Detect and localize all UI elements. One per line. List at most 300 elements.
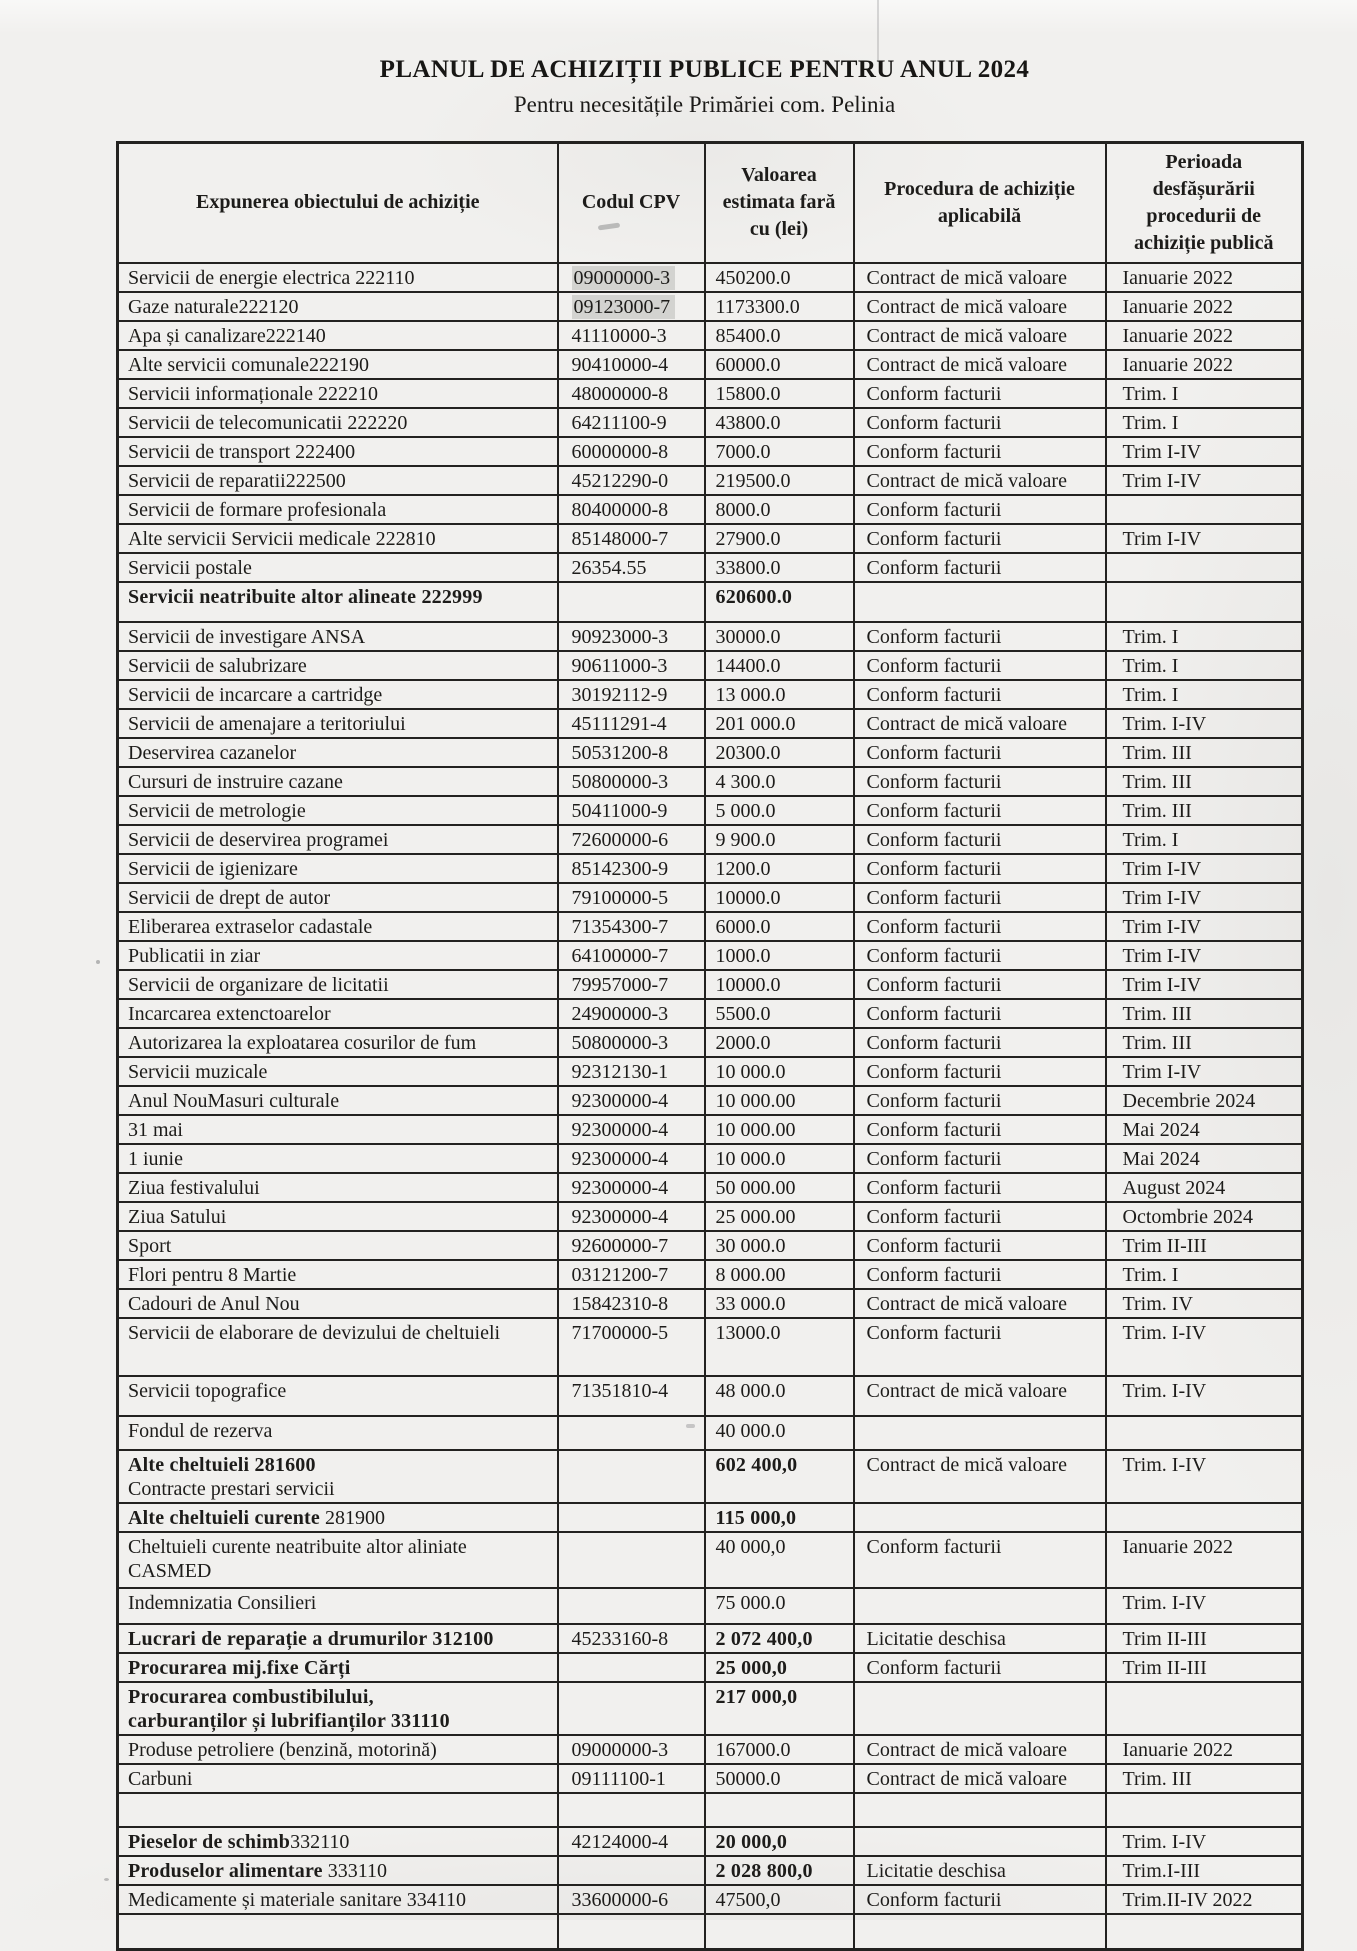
- object-cell: Alte servicii comunale222190: [118, 350, 558, 379]
- cpv-cell: 64100000-7: [558, 941, 705, 970]
- value-cell: 43800.0: [705, 408, 854, 437]
- cpv-cell: 92300000-4: [558, 1115, 705, 1144]
- table-row: [118, 1914, 1303, 1950]
- value-cell: 5500.0: [705, 999, 854, 1028]
- procedure-cell: Conform facturii: [854, 1173, 1106, 1202]
- cpv-cell: 79100000-5: [558, 883, 705, 912]
- value-cell: 14400.0: [705, 651, 854, 680]
- value-cell: 15800.0: [705, 379, 854, 408]
- table-row: [118, 854, 1303, 883]
- value-cell: 40 000.0: [705, 1416, 854, 1450]
- procedure-cell: Licitatie deschisa: [854, 1856, 1106, 1885]
- value-cell: 217 000,0: [705, 1682, 854, 1735]
- period-cell: Trim II-III: [1106, 1653, 1303, 1682]
- period-cell: Ianuarie 2022: [1106, 292, 1303, 321]
- value-cell: 7000.0: [705, 437, 854, 466]
- cpv-cell: [558, 1588, 705, 1624]
- procedure-cell: Conform facturii: [854, 796, 1106, 825]
- table-row: [118, 1260, 1303, 1289]
- cpv-cell: 85142300-9: [558, 854, 705, 883]
- value-cell: 30000.0: [705, 622, 854, 651]
- procedure-cell: Contract de mică valoare: [854, 292, 1106, 321]
- period-cell: Trim. I: [1106, 680, 1303, 709]
- object-cell: Carbuni: [118, 1764, 558, 1793]
- value-cell: 85400.0: [705, 321, 854, 350]
- table-row: [118, 680, 1303, 709]
- scan-dot-artifact: [96, 960, 100, 964]
- value-cell: [705, 1793, 854, 1827]
- object-cell: Medicamente și materiale sanitare 334110: [118, 1885, 558, 1914]
- procedure-cell: Conform facturii: [854, 767, 1106, 796]
- value-cell: 9 900.0: [705, 825, 854, 854]
- procedure-cell: Conform facturii: [854, 825, 1106, 854]
- object-cell: Servicii de amenajare a teritoriului: [118, 709, 558, 738]
- table-row: [118, 1653, 1303, 1682]
- table-row: [118, 408, 1303, 437]
- table-row: [118, 1231, 1303, 1260]
- object-cell: Indemnizatia Consilieri: [118, 1588, 558, 1624]
- value-cell: 30 000.0: [705, 1231, 854, 1260]
- object-cell: Eliberarea extraselor cadastale: [118, 912, 558, 941]
- period-cell: Trim. III: [1106, 999, 1303, 1028]
- table-row: [118, 970, 1303, 999]
- period-cell: Trim I-IV: [1106, 970, 1303, 999]
- cpv-cell: [558, 1416, 705, 1450]
- procedure-cell: [854, 1503, 1106, 1532]
- object-cell: Anul NouMasuri culturale: [118, 1086, 558, 1115]
- cpv-cell: [558, 1503, 705, 1532]
- cpv-cell: [558, 1914, 705, 1950]
- cpv-cell: [558, 1793, 705, 1827]
- cpv-cell: 72600000-6: [558, 825, 705, 854]
- procedure-cell: [854, 1914, 1106, 1950]
- cpv-cell: 50800000-3: [558, 767, 705, 796]
- period-cell: Trim. I-IV: [1106, 1450, 1303, 1503]
- procurement-plan-table: [116, 141, 1304, 1951]
- table-row: [118, 1682, 1303, 1735]
- period-cell: Trim. I-IV: [1106, 709, 1303, 738]
- object-cell: Servicii de metrologie: [118, 796, 558, 825]
- object-cell: 31 mai: [118, 1115, 558, 1144]
- procedure-cell: Contract de mică valoare: [854, 1735, 1106, 1764]
- procedure-cell: Conform facturii: [854, 1532, 1106, 1588]
- period-cell: Octombrie 2024: [1106, 1202, 1303, 1231]
- period-cell: Ianuarie 2022: [1106, 1532, 1303, 1588]
- cpv-cell: 45233160-8: [558, 1624, 705, 1653]
- cpv-cell: 71351810-4: [558, 1376, 705, 1416]
- table-row: [118, 1450, 1303, 1503]
- table-row: [118, 292, 1303, 321]
- table-row: [118, 1588, 1303, 1624]
- value-cell: 115 000,0: [705, 1503, 854, 1532]
- procedure-cell: Conform facturii: [854, 1028, 1106, 1057]
- object-cell: Fondul de rezerva: [118, 1416, 558, 1450]
- period-cell: Trim. I: [1106, 651, 1303, 680]
- procedure-cell: Conform facturii: [854, 622, 1106, 651]
- object-cell: Servicii de elaborare de devizului de cheltuieli: [118, 1318, 558, 1376]
- procedure-cell: Conform facturii: [854, 1318, 1106, 1376]
- value-cell: 620600.0: [705, 582, 854, 622]
- period-cell: Ianuarie 2022: [1106, 350, 1303, 379]
- table-row: [118, 767, 1303, 796]
- value-cell: 40 000,0: [705, 1532, 854, 1588]
- table-row: [118, 1624, 1303, 1653]
- object-cell: Alte cheltuieli curente 281900: [118, 1503, 558, 1532]
- table-row: [118, 941, 1303, 970]
- object-cell: Servicii neatribuite altor alineate 222999: [118, 582, 558, 622]
- object-cell: Servicii topografice: [118, 1376, 558, 1416]
- object-cell: Produse petroliere (benzină, motorină): [118, 1735, 558, 1764]
- procedure-cell: Conform facturii: [854, 883, 1106, 912]
- table-row: [118, 738, 1303, 767]
- procedure-cell: Conform facturii: [854, 1144, 1106, 1173]
- object-cell: Servicii de telecomunicatii 222220: [118, 408, 558, 437]
- object-cell: Publicatii in ziar: [118, 941, 558, 970]
- period-cell: Trim II-III: [1106, 1231, 1303, 1260]
- procedure-cell: [854, 1416, 1106, 1450]
- value-cell: 8 000.00: [705, 1260, 854, 1289]
- period-cell: Mai 2024: [1106, 1115, 1303, 1144]
- period-cell: Trim I-IV: [1106, 466, 1303, 495]
- object-cell: [118, 1793, 558, 1827]
- procedure-cell: Conform facturii: [854, 738, 1106, 767]
- procedure-cell: [854, 1793, 1106, 1827]
- value-cell: 1000.0: [705, 941, 854, 970]
- cpv-cell: 50411000-9: [558, 796, 705, 825]
- period-cell: [1106, 1793, 1303, 1827]
- value-cell: 5 000.0: [705, 796, 854, 825]
- object-cell: Cheltuieli curente neatribuite altor aliniate CASMED: [118, 1532, 558, 1588]
- cpv-cell: 41110000-3: [558, 321, 705, 350]
- cpv-cell: 26354.55: [558, 553, 705, 582]
- table-row: [118, 1764, 1303, 1793]
- col-header-value: Valoarea estimata fară cu (lei): [705, 143, 854, 263]
- value-cell: 8000.0: [705, 495, 854, 524]
- object-cell: Lucrari de reparație a drumurilor 312100: [118, 1624, 558, 1653]
- procedure-cell: Contract de mică valoare: [854, 350, 1106, 379]
- table-row: [118, 350, 1303, 379]
- value-cell: [705, 1914, 854, 1950]
- table-row: [118, 1416, 1303, 1450]
- col-header-cpv: Codul CPV: [558, 143, 705, 263]
- cpv-cell: 80400000-8: [558, 495, 705, 524]
- object-cell: Servicii de deservirea programei: [118, 825, 558, 854]
- value-cell: 1200.0: [705, 854, 854, 883]
- period-cell: [1106, 582, 1303, 622]
- procedure-cell: Conform facturii: [854, 1653, 1106, 1682]
- cpv-cell: 90410000-4: [558, 350, 705, 379]
- object-cell: Servicii de investigare ANSA: [118, 622, 558, 651]
- cpv-cell: 92300000-4: [558, 1173, 705, 1202]
- table-row: [118, 466, 1303, 495]
- value-cell: 10 000.0: [705, 1144, 854, 1173]
- period-cell: Trim. III: [1106, 738, 1303, 767]
- value-cell: 33800.0: [705, 553, 854, 582]
- value-cell: 25 000.00: [705, 1202, 854, 1231]
- procedure-cell: Licitatie deschisa: [854, 1624, 1106, 1653]
- object-cell: Ziua festivalului: [118, 1173, 558, 1202]
- cpv-cell: 92600000-7: [558, 1231, 705, 1260]
- period-cell: Trim. IV: [1106, 1289, 1303, 1318]
- procedure-cell: Conform facturii: [854, 1115, 1106, 1144]
- object-cell: Sport: [118, 1231, 558, 1260]
- procedure-cell: Contract de mică valoare: [854, 321, 1106, 350]
- procedure-cell: Contract de mică valoare: [854, 1376, 1106, 1416]
- value-cell: 10 000.00: [705, 1115, 854, 1144]
- cpv-cell: 45111291-4: [558, 709, 705, 738]
- cpv-cell: 42124000-4: [558, 1827, 705, 1856]
- value-cell: 450200.0: [705, 263, 854, 292]
- period-cell: Trim.I-III: [1106, 1856, 1303, 1885]
- period-cell: Ianuarie 2022: [1106, 263, 1303, 292]
- procedure-cell: Conform facturii: [854, 553, 1106, 582]
- period-cell: [1106, 553, 1303, 582]
- value-cell: 50 000.00: [705, 1173, 854, 1202]
- value-cell: 10 000.0: [705, 1057, 854, 1086]
- table-row: [118, 1885, 1303, 1914]
- table-row: [118, 1028, 1303, 1057]
- col-header-procedure: Procedura de achiziție aplicabilă: [854, 143, 1106, 263]
- table-row: [118, 495, 1303, 524]
- procedure-cell: Conform facturii: [854, 854, 1106, 883]
- period-cell: [1106, 1682, 1303, 1735]
- procedure-cell: Conform facturii: [854, 437, 1106, 466]
- table-row: [118, 1376, 1303, 1416]
- period-cell: Trim. I-IV: [1106, 1318, 1303, 1376]
- procedure-cell: Conform facturii: [854, 680, 1106, 709]
- value-cell: 27900.0: [705, 524, 854, 553]
- object-cell: Procurarea combustibilului, carburanților și lubrifianților 331110: [118, 1682, 558, 1735]
- period-cell: Trim. III: [1106, 767, 1303, 796]
- value-cell: 2 072 400,0: [705, 1624, 854, 1653]
- cpv-cell: 71700000-5: [558, 1318, 705, 1376]
- value-cell: 6000.0: [705, 912, 854, 941]
- procedure-cell: Contract de mică valoare: [854, 1764, 1106, 1793]
- period-cell: Trim I-IV: [1106, 941, 1303, 970]
- table-row: [118, 622, 1303, 651]
- period-cell: Mai 2024: [1106, 1144, 1303, 1173]
- period-cell: Trim. III: [1106, 1764, 1303, 1793]
- table-row: [118, 1144, 1303, 1173]
- period-cell: Trim. I: [1106, 408, 1303, 437]
- table-row: [118, 582, 1303, 622]
- scan-fold-artifact: [877, 0, 879, 60]
- object-cell: Servicii muzicale: [118, 1057, 558, 1086]
- table-row: [118, 379, 1303, 408]
- value-cell: 75 000.0: [705, 1588, 854, 1624]
- cpv-cell: [558, 582, 705, 622]
- object-cell: 1 iunie: [118, 1144, 558, 1173]
- object-cell: Produselor alimentare 333110: [118, 1856, 558, 1885]
- cpv-cell: 92300000-4: [558, 1086, 705, 1115]
- object-cell: Deservirea cazanelor: [118, 738, 558, 767]
- cpv-cell: 33600000-6: [558, 1885, 705, 1914]
- period-cell: Trim. I-IV: [1106, 1376, 1303, 1416]
- period-cell: [1106, 1416, 1303, 1450]
- cpv-cell: 92312130-1: [558, 1057, 705, 1086]
- procedure-cell: [854, 1827, 1106, 1856]
- table-row: [118, 1503, 1303, 1532]
- value-cell: 10000.0: [705, 883, 854, 912]
- cpv-cell: 79957000-7: [558, 970, 705, 999]
- cpv-cell: 09000000-3: [558, 263, 705, 292]
- procedure-cell: Conform facturii: [854, 1885, 1106, 1914]
- document-title: PLANUL DE ACHIZIȚII PUBLICE PENTRU ANUL 2024: [379, 56, 1030, 83]
- table-row: [118, 1827, 1303, 1856]
- period-cell: Trim I-IV: [1106, 912, 1303, 941]
- table-row: [118, 1318, 1303, 1376]
- table-row: [118, 1532, 1303, 1588]
- cpv-cell: 92300000-4: [558, 1202, 705, 1231]
- procedure-cell: Contract de mică valoare: [854, 709, 1106, 738]
- object-cell: Servicii de reparatii222500: [118, 466, 558, 495]
- object-cell: Cadouri de Anul Nou: [118, 1289, 558, 1318]
- procedure-cell: Conform facturii: [854, 379, 1106, 408]
- table-row: [118, 1856, 1303, 1885]
- period-cell: Trim. I-IV: [1106, 1827, 1303, 1856]
- value-cell: 48 000.0: [705, 1376, 854, 1416]
- procurement-table-body: [118, 263, 1303, 1950]
- object-cell: Servicii de organizare de licitatii: [118, 970, 558, 999]
- value-cell: 4 300.0: [705, 767, 854, 796]
- table-row: [118, 1115, 1303, 1144]
- period-cell: Trim. I-IV: [1106, 1588, 1303, 1624]
- document-subtitle: Pentru necesitățile Primăriei com. Pelinia: [513, 92, 896, 117]
- cpv-cell: [558, 1532, 705, 1588]
- object-cell: Servicii de igienizare: [118, 854, 558, 883]
- object-cell: Servicii de transport 222400: [118, 437, 558, 466]
- cpv-cell: 90611000-3: [558, 651, 705, 680]
- cpv-cell: 85148000-7: [558, 524, 705, 553]
- procedure-cell: Conform facturii: [854, 970, 1106, 999]
- period-cell: Trim. I: [1106, 825, 1303, 854]
- period-cell: Trim I-IV: [1106, 524, 1303, 553]
- cpv-cell: 48000000-8: [558, 379, 705, 408]
- table-row: [118, 1735, 1303, 1764]
- object-cell: Cursuri de instruire cazane: [118, 767, 558, 796]
- cpv-cell: [558, 1856, 705, 1885]
- object-cell: Servicii de incarcare a cartridge: [118, 680, 558, 709]
- value-cell: 167000.0: [705, 1735, 854, 1764]
- table-row: [118, 1202, 1303, 1231]
- cpv-cell: 15842310-8: [558, 1289, 705, 1318]
- period-cell: Trim. I: [1106, 379, 1303, 408]
- cpv-cell: 60000000-8: [558, 437, 705, 466]
- value-cell: 219500.0: [705, 466, 854, 495]
- object-cell: Incarcarea extenctoarelor: [118, 999, 558, 1028]
- object-cell: Ziua Satului: [118, 1202, 558, 1231]
- period-cell: Trim I-IV: [1106, 883, 1303, 912]
- period-cell: [1106, 1503, 1303, 1532]
- object-cell: Alte servicii Servicii medicale 222810: [118, 524, 558, 553]
- table-row: [118, 1289, 1303, 1318]
- period-cell: [1106, 1914, 1303, 1950]
- cpv-cell: 09111100-1: [558, 1764, 705, 1793]
- table-row: [118, 651, 1303, 680]
- object-cell: Autorizarea la exploatarea cosurilor de fum: [118, 1028, 558, 1057]
- table-header-row: [118, 143, 1303, 263]
- value-cell: 20 000,0: [705, 1827, 854, 1856]
- scan-dot-artifact: [104, 1878, 109, 1881]
- value-cell: 10 000.00: [705, 1086, 854, 1115]
- procedure-cell: Conform facturii: [854, 408, 1106, 437]
- procedure-cell: Conform facturii: [854, 1202, 1106, 1231]
- cpv-cell: [558, 1653, 705, 1682]
- procedure-cell: Conform facturii: [854, 1057, 1106, 1086]
- table-row: [118, 1057, 1303, 1086]
- table-row: [118, 796, 1303, 825]
- col-header-period: Perioada desfășurării procedurii de achiziție publică: [1106, 143, 1303, 263]
- period-cell: Ianuarie 2022: [1106, 1735, 1303, 1764]
- procedure-cell: Conform facturii: [854, 1260, 1106, 1289]
- table-row: [118, 1086, 1303, 1115]
- table-row: [118, 263, 1303, 292]
- value-cell: 13000.0: [705, 1318, 854, 1376]
- value-cell: 60000.0: [705, 350, 854, 379]
- table-row: [118, 999, 1303, 1028]
- object-cell: Flori pentru 8 Martie: [118, 1260, 558, 1289]
- table-row: [118, 883, 1303, 912]
- period-cell: Trim.II-IV 2022: [1106, 1885, 1303, 1914]
- procedure-cell: Contract de mică valoare: [854, 466, 1106, 495]
- period-cell: Trim I-IV: [1106, 854, 1303, 883]
- value-cell: 50000.0: [705, 1764, 854, 1793]
- object-cell: Servicii informaționale 222210: [118, 379, 558, 408]
- value-cell: 2 028 800,0: [705, 1856, 854, 1885]
- object-cell: Servicii de drept de autor: [118, 883, 558, 912]
- cpv-cell: 09000000-3: [558, 1735, 705, 1764]
- cpv-cell: [558, 1682, 705, 1735]
- value-cell: 20300.0: [705, 738, 854, 767]
- period-cell: Trim. I: [1106, 1260, 1303, 1289]
- object-cell: Procurarea mij.fixe Cărți: [118, 1653, 558, 1682]
- value-cell: 10000.0: [705, 970, 854, 999]
- table-row: [118, 1173, 1303, 1202]
- procedure-cell: [854, 1682, 1106, 1735]
- cpv-cell: 30192112-9: [558, 680, 705, 709]
- cpv-cell: 71354300-7: [558, 912, 705, 941]
- period-cell: Trim I-IV: [1106, 437, 1303, 466]
- procedure-cell: Conform facturii: [854, 524, 1106, 553]
- procedure-cell: Conform facturii: [854, 912, 1106, 941]
- period-cell: Trim. I: [1106, 622, 1303, 651]
- period-cell: August 2024: [1106, 1173, 1303, 1202]
- cpv-cell: 64211100-9: [558, 408, 705, 437]
- table-row: [118, 1793, 1303, 1827]
- cpv-cell: 24900000-3: [558, 999, 705, 1028]
- procedure-cell: [854, 1588, 1106, 1624]
- table-row: [118, 709, 1303, 738]
- procedure-cell: Conform facturii: [854, 495, 1106, 524]
- period-cell: Ianuarie 2022: [1106, 321, 1303, 350]
- period-cell: [1106, 495, 1303, 524]
- procedure-cell: Conform facturii: [854, 1231, 1106, 1260]
- col-header-object: Expunerea obiectului de achiziție: [118, 143, 558, 263]
- value-cell: 201 000.0: [705, 709, 854, 738]
- table-row: [118, 437, 1303, 466]
- procedure-cell: Conform facturii: [854, 651, 1106, 680]
- value-cell: 33 000.0: [705, 1289, 854, 1318]
- object-cell: Servicii postale: [118, 553, 558, 582]
- cpv-cell: 50800000-3: [558, 1028, 705, 1057]
- object-cell: [118, 1914, 558, 1950]
- object-cell: Pieselor de schimb332110: [118, 1827, 558, 1856]
- period-cell: Decembrie 2024: [1106, 1086, 1303, 1115]
- period-cell: Trim. III: [1106, 796, 1303, 825]
- value-cell: 2000.0: [705, 1028, 854, 1057]
- object-cell: Servicii de energie electrica 222110: [118, 263, 558, 292]
- object-cell: Gaze naturale222120: [118, 292, 558, 321]
